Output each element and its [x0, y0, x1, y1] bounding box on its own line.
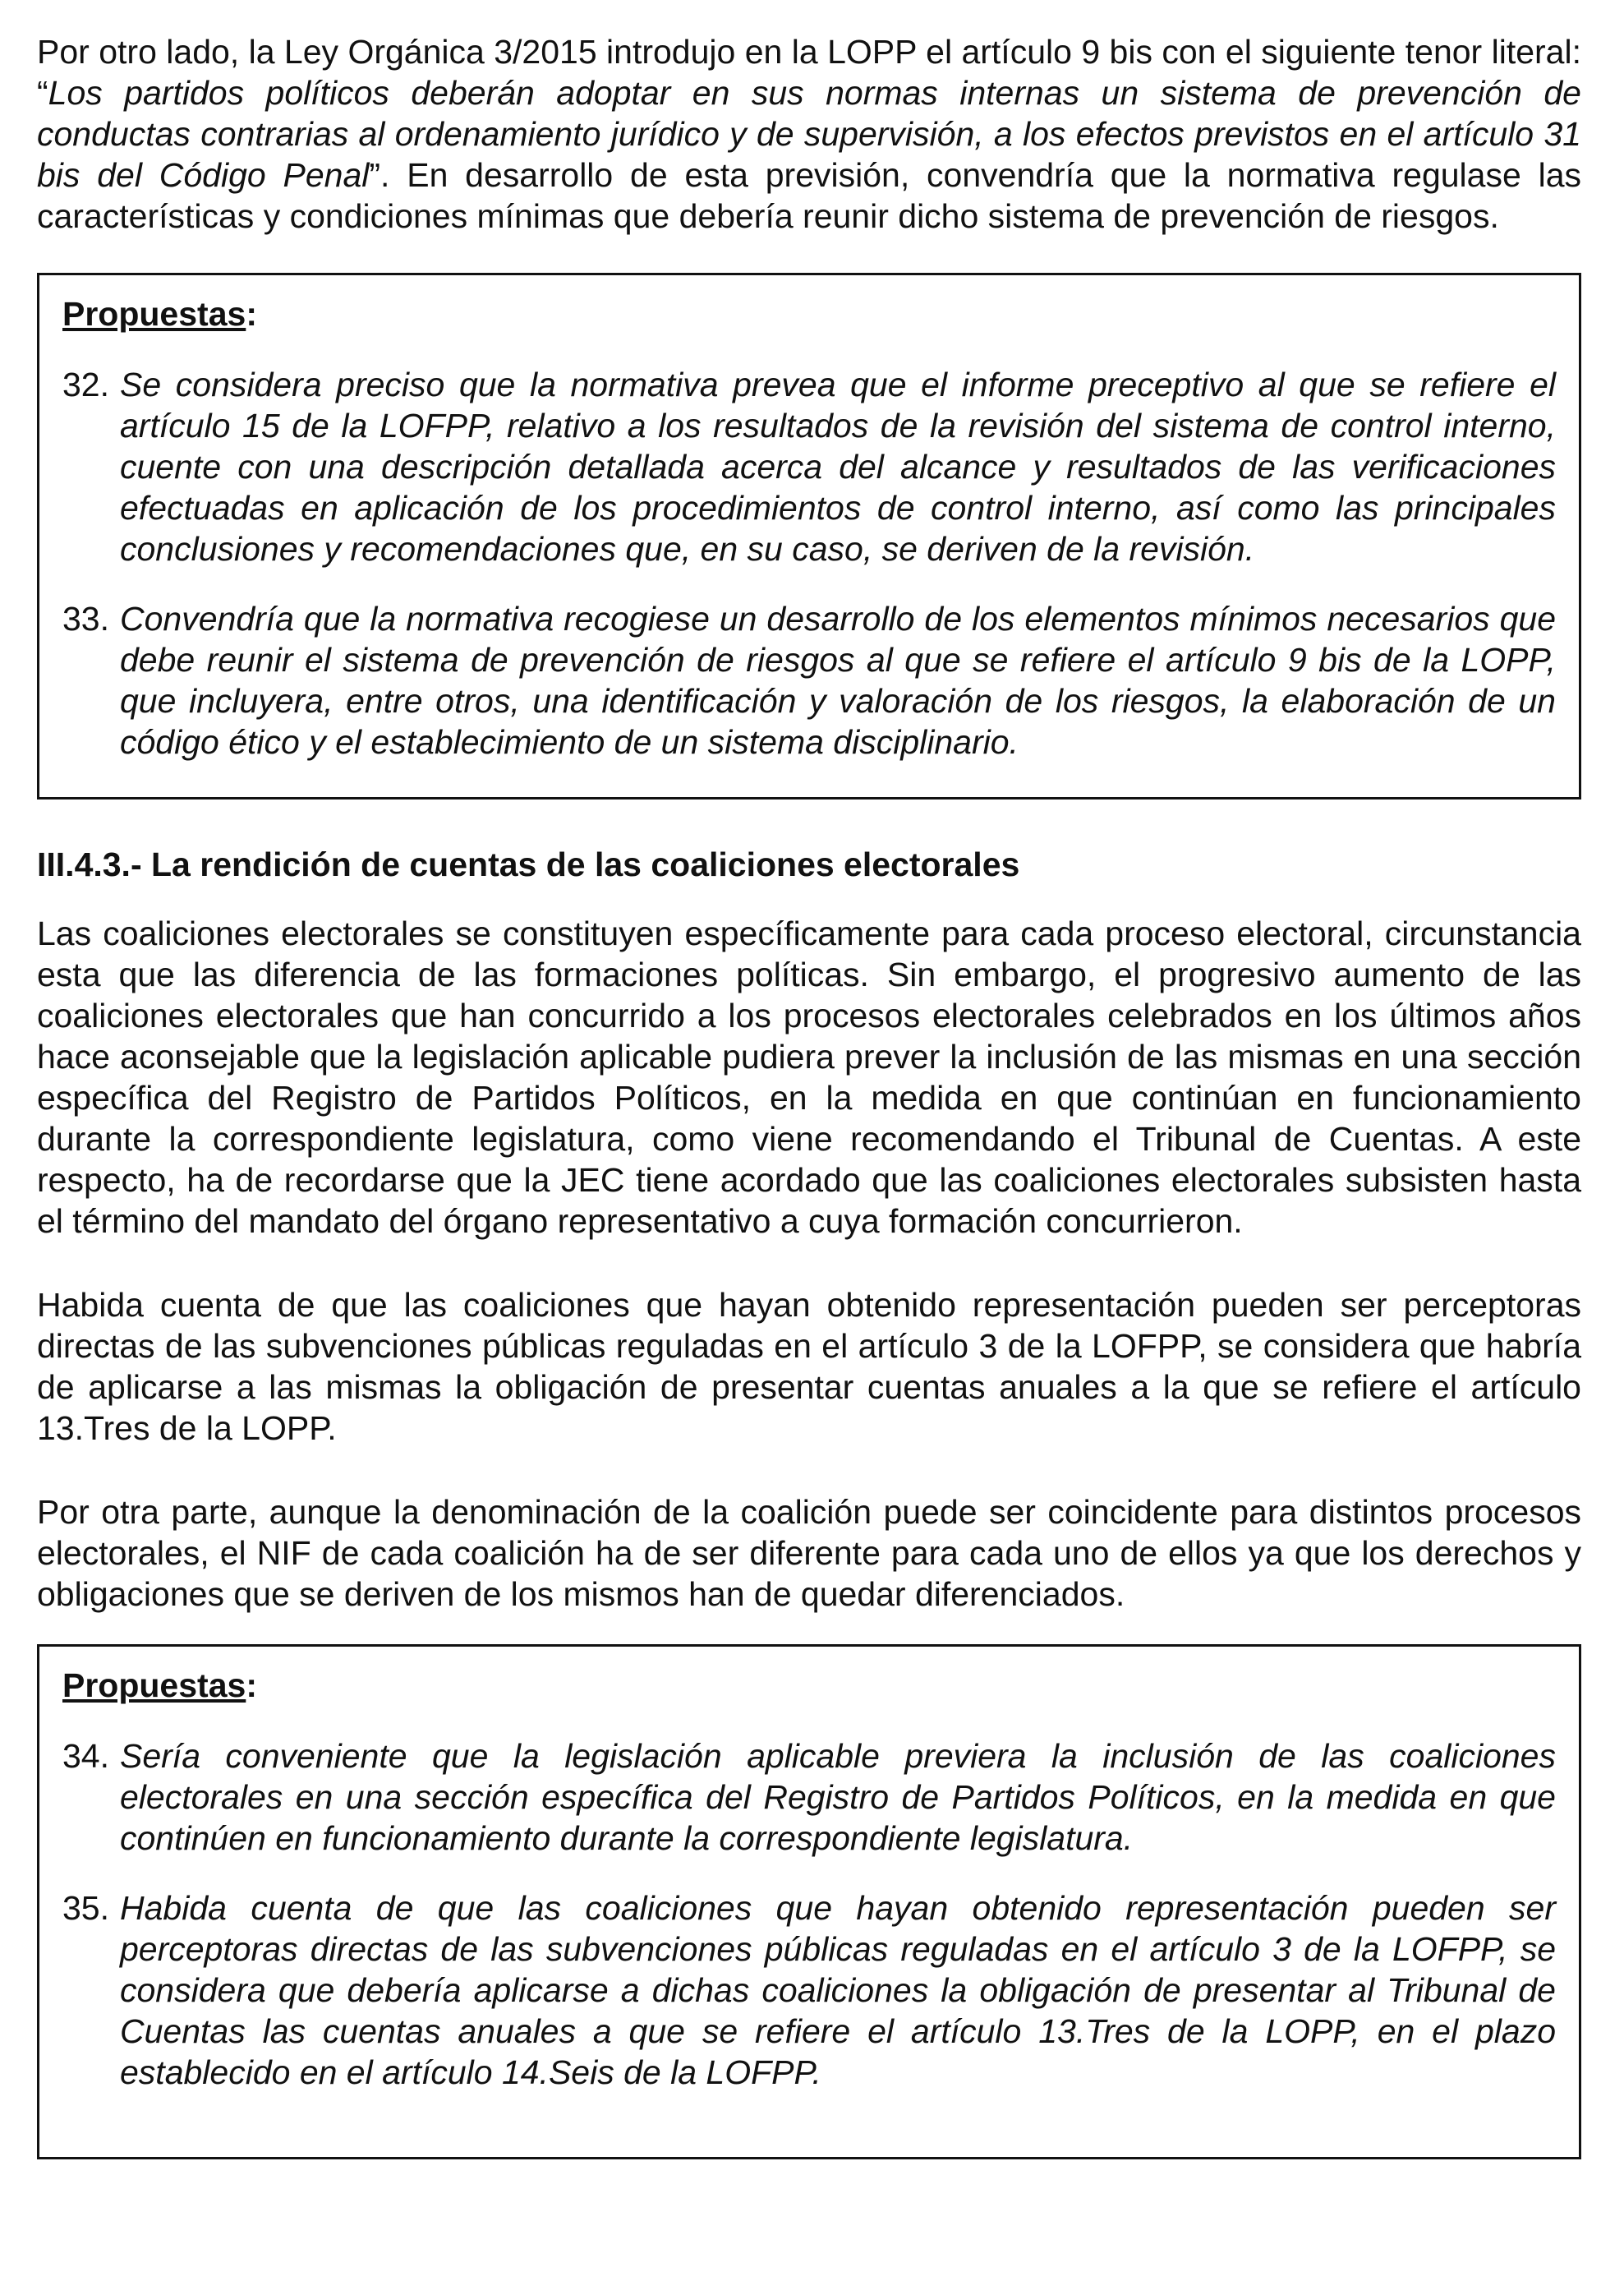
proposal-item-35 — [62, 1887, 1556, 2093]
proposals-box-2 — [37, 1644, 1581, 2159]
proposal-item-33 — [62, 598, 1556, 763]
section-paragraph-2: Habida cuenta de que las coaliciones que hayan obtenido representación pueden ser perceptoras directas de las subvenciones públicas reguladas en el artículo 3 de la LOFPP, se considera que habría de aplicarse a las mismas la obligación de presentar cuentas anuales a la que se refiere el artículo 13.Tres de la LOPP. — [37, 1286, 1581, 1447]
intro-text-1: Por otro lado, la Ley Orgánica 3/2015 introdujo en la LOPP el artículo 9 bis con el siguiente tenor literal: “ — [37, 33, 1581, 112]
proposal-number: 32. — [62, 366, 109, 403]
proposals-title-text: Propuestas — [62, 295, 246, 333]
proposals-box-1 — [37, 273, 1581, 800]
proposal-number: 33. — [62, 600, 109, 638]
proposals-title-1: Propuestas: — [62, 295, 257, 333]
proposal-text: Sería conveniente que la legislación aplicable previera la inclusión de las coaliciones electorales en una sección específica del Registro de Partidos Políticos, en la medida en que continúen en funcionamiento durante la correspondiente legislatura. — [120, 1737, 1556, 1857]
proposal-text: Se considera preciso que la normativa prevea que el informe preceptivo al que se refiere el artículo 15 de la LOFPP, relativo a los resultados de la revisión del sistema de control interno, cuente con una descripción detallada acerca del alcance y resultados de las verificaciones efectuadas en aplicación de los procedimientos de control interno, así como las principales conclusiones y recomendaciones que, en su caso, se deriven de la revisión. — [120, 366, 1556, 568]
intro-quote: Los partidos políticos deberán adoptar en sus normas internas un sistema de prevención de conductas contrarias al ordenamiento jurídico y de supervisión, a los efectos previstos en el artículo 31 bis del Código Penal — [37, 74, 1581, 194]
proposal-number: 35. — [62, 1889, 109, 1927]
proposals-title-2: Propuestas: — [62, 1666, 257, 1704]
section-paragraph-1: Las coaliciones electorales se constituyen específicamente para cada proceso electoral, circunstancia esta que las diferencia de las formaciones políticas. Sin embargo, el progresivo aumento de las coaliciones electorales que han concurrido a los procesos electorales celebrados en los últimos años hace aconsejable que la legislación aplicable pudiera prever la inclusión de las mismas en una sección específica del Registro de Partidos Políticos, en la medida en que continúan en funcionamiento durante la correspondiente legislatura, como viene recomendando el Tribunal de Cuentas. A este respecto, ha de recordarse que la JEC tiene acordado que las coaliciones electorales subsisten hasta el término del mandato del órgano representativo a cuya formación concurrieron. — [37, 915, 1581, 1240]
proposal-text: Convendría que la normativa recogiese un desarrollo de los elementos mínimos necesarios que debe reunir el sistema de prevención de riesgos al que se refiere el artículo 9 bis de la LOPP, que incluyera, entre otros, una identificación y valoración de los riesgos, la elaboración de un código ético y el establecimiento de un sistema disciplinario. — [120, 600, 1556, 761]
intro-text-2: ”. En desarrollo de esta previsión, convendría que la normativa regulase las características y condiciones mínimas que debería reunir dicho sistema de prevención de riesgos. — [37, 156, 1581, 235]
proposal-item-32 — [62, 364, 1556, 569]
section-heading: III.4.3.- La rendición de cuentas de las coaliciones electorales — [37, 846, 1020, 883]
proposal-text: Habida cuenta de que las coaliciones que hayan obtenido representación pueden ser perceptoras directas de las subvenciones públicas reguladas en el artículo 3 de la LOFPP, se considera que debería aplicarse a dichas coaliciones la obligación de presentar al Tribunal de Cuentas las cuentas anuales a que se refiere el artículo 13.Tres de la LOPP, en el plazo establecido en el artículo 14.Seis de la LOFPP. — [120, 1889, 1556, 2091]
proposal-item-34 — [62, 1735, 1556, 1859]
proposal-number: 34. — [62, 1737, 109, 1775]
document-page — [37, 31, 1581, 2200]
section-paragraph-3: Por otra parte, aunque la denominación de la coalición puede ser coincidente para distintos procesos electorales, el NIF de cada coalición ha de ser diferente para cada uno de ellos ya que los derechos y obligaciones que se deriven de los mismos han de quedar diferenciados. — [37, 1493, 1581, 1613]
intro-paragraph — [37, 31, 1581, 237]
proposals-title-text: Propuestas — [62, 1666, 246, 1704]
